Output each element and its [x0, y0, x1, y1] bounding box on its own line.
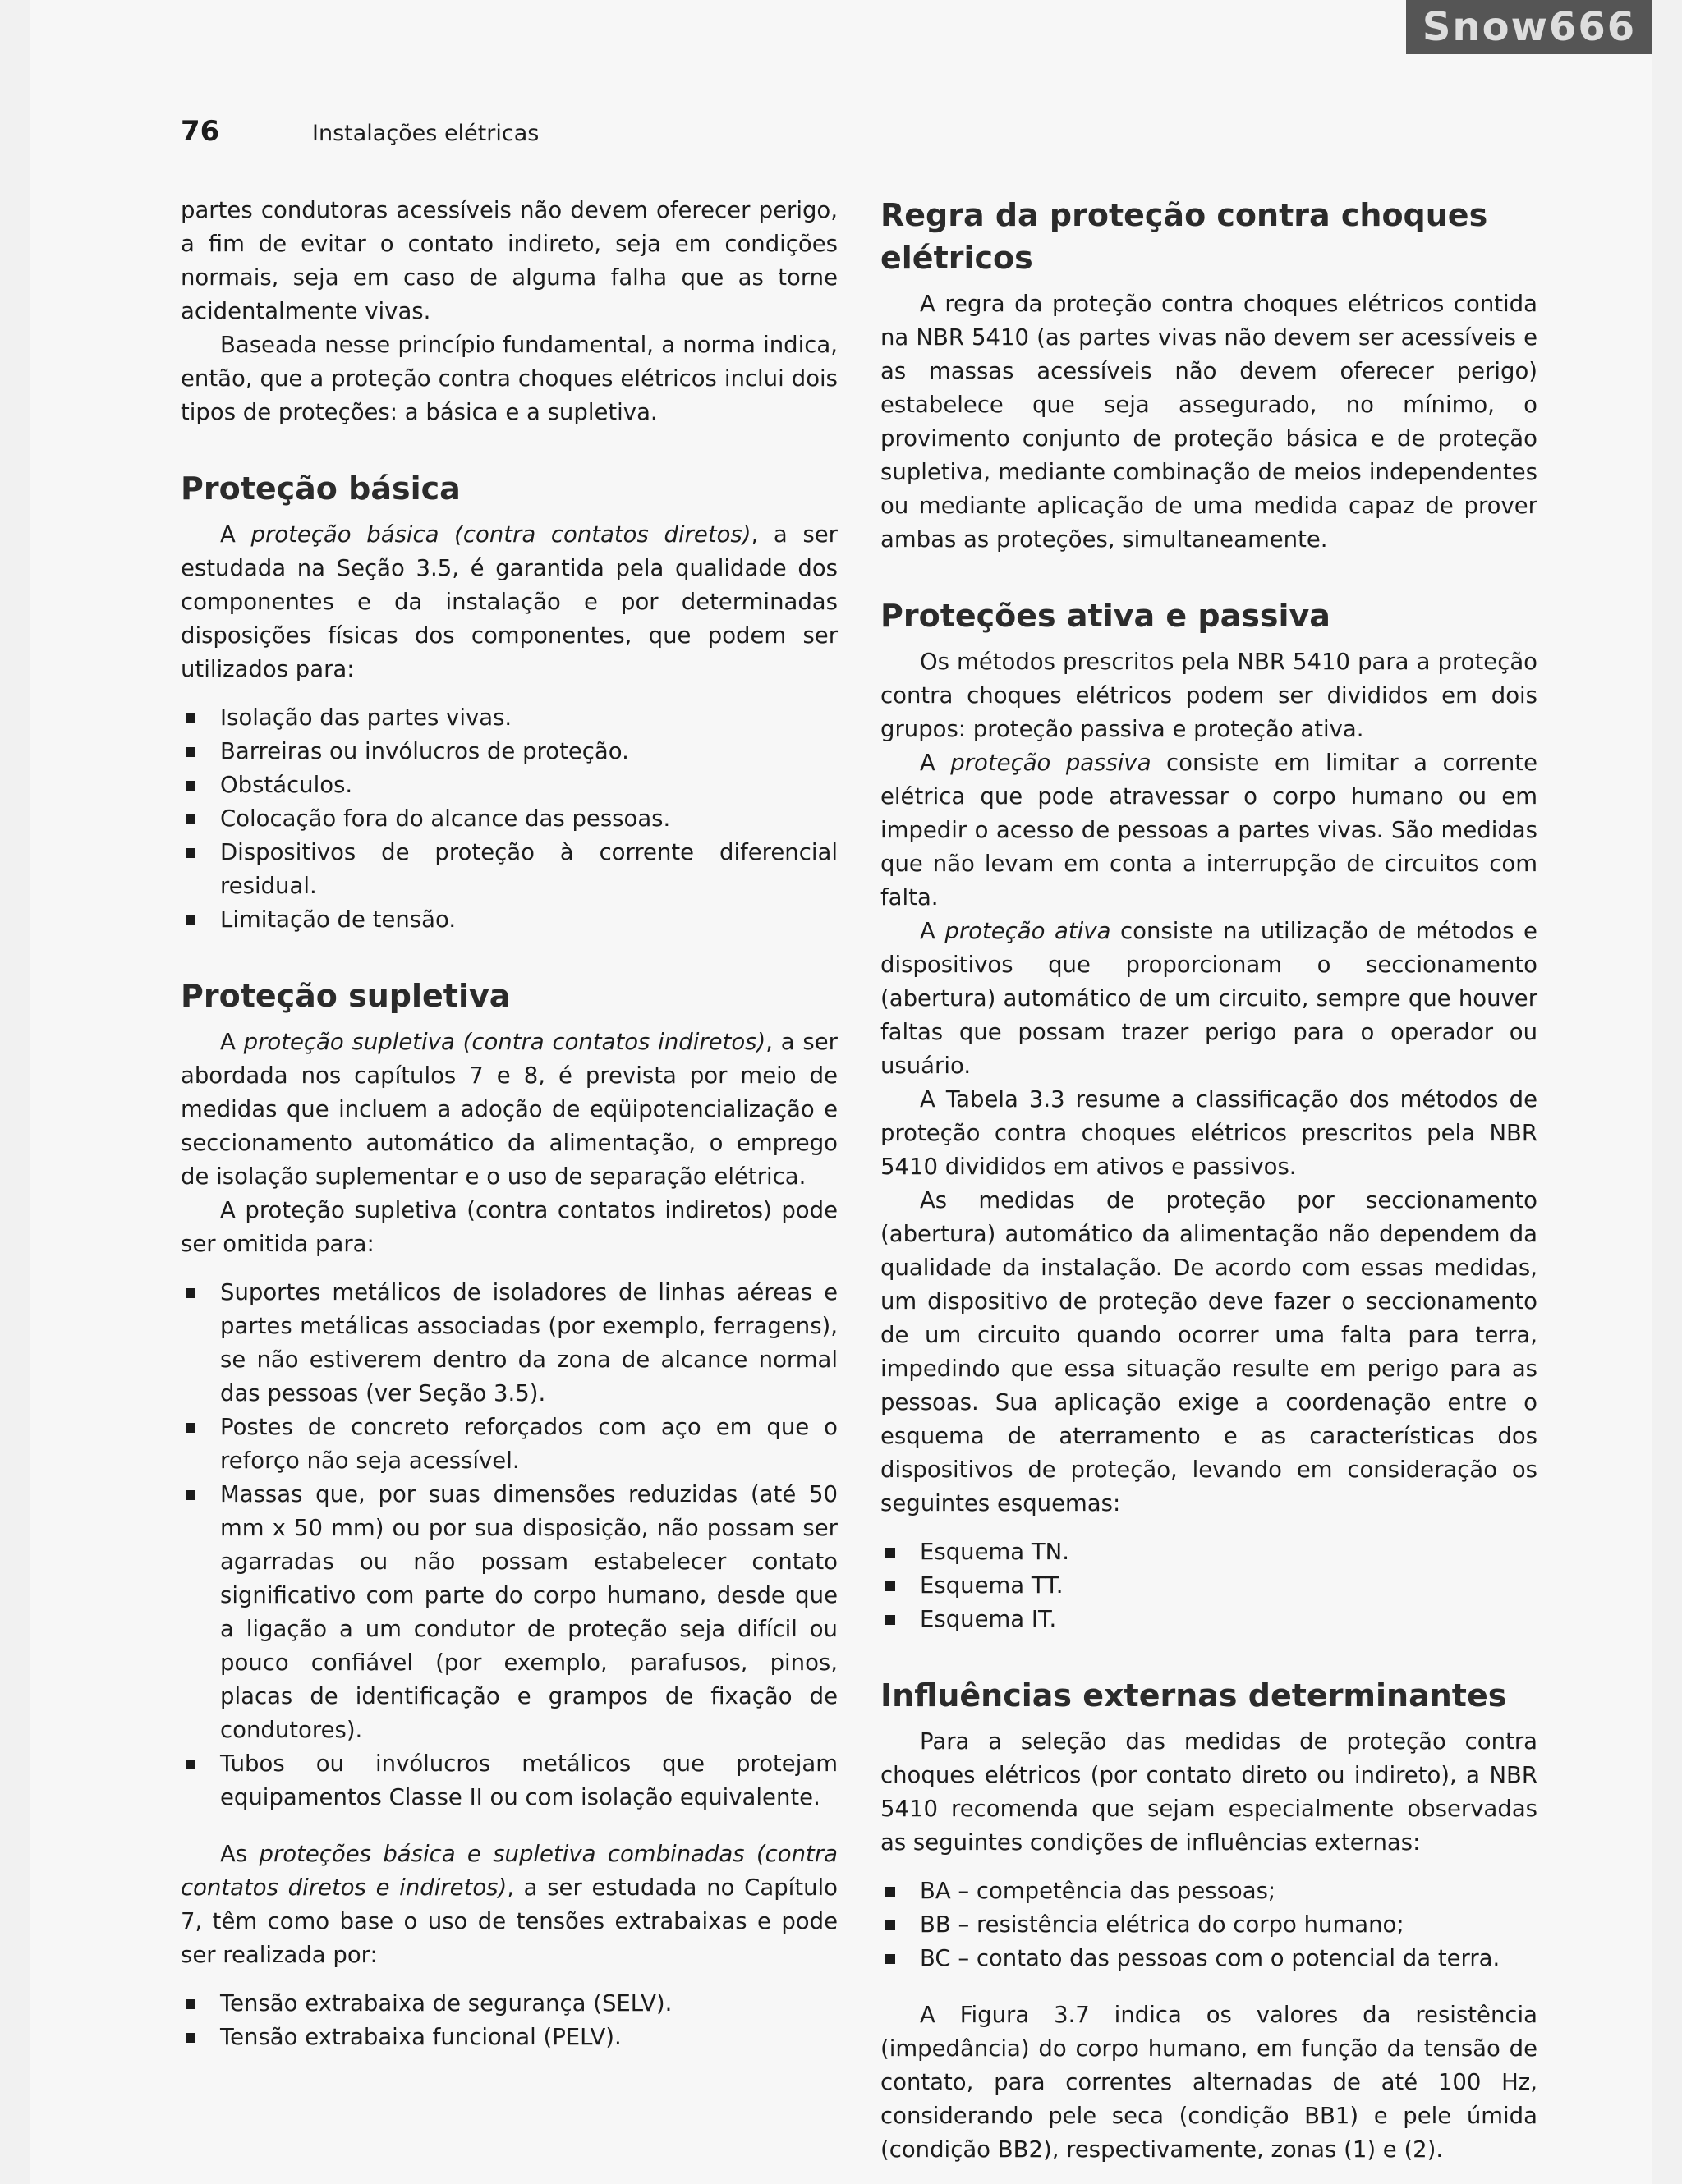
list-item: BA – competência das pessoas; [880, 1874, 1537, 1908]
running-title: Instalações elétricas [312, 121, 540, 146]
section-heading-protecoes-ativa-passiva: Proteções ativa e passiva [880, 598, 1330, 634]
ativa-passiva-paragraph: A proteção ativa consiste na utilização de métodos e dispositivos que proporcionam o seccionamento (abertura) automático de um circuito, sempre que houver faltas que possam trazer perigo para o operador ou usuário. [880, 918, 1537, 1079]
ativa-passiva-paragraph: A proteção passiva consiste em limitar a corrente elétrica que pode atravessar o corpo humano ou em impedir o acesso de pessoas a partes vivas. São medidas que não levam em conta a interrupção de circuitos com falta. [880, 750, 1537, 911]
protecoes-combinadas-paragraph: As proteções básica e supletiva combinadas (contra contatos diretos e indiretos), a ser estudada no Capítulo 7, têm como base o uso de tensões extrabaixas e pode ser realizada por: [181, 1841, 838, 1968]
protecao-basica-list [181, 701, 838, 937]
list-item: Barreiras ou invólucros de proteção. [181, 735, 838, 769]
list-item: Tubos ou invólucros metálicos que protejam equipamentos Classe II ou com isolação equivalente. [181, 1747, 838, 1815]
protecao-supletiva-paragraph: A proteção supletiva (contra contatos indiretos), a ser abordada nos capítulos 7 e 8, é prevista por meio de medidas que incluem a adoção de eqüipotencialização e seccionamento automático da alimentação, o emprego de isolação suplementar e o uso de separação elétrica. [181, 1029, 838, 1190]
list-item: Tensão extrabaixa funcional (PELV). [181, 2021, 838, 2054]
esquemas-list [880, 1535, 1537, 1636]
list-item: Isolação das partes vivas. [181, 701, 838, 735]
list-item: Esquema TT. [880, 1569, 1537, 1603]
section-heading-influencias-externas: Influências externas determinantes [880, 1677, 1507, 1714]
protecao-supletiva-list [181, 1276, 838, 1815]
page-number: 76 [181, 115, 220, 148]
right-column [880, 194, 1537, 2167]
list-item: BC – contato das pessoas com o potencial da terra. [880, 1942, 1537, 1975]
protecao-supletiva-paragraph: A proteção supletiva (contra contatos indiretos) pode ser omitida para: [181, 1197, 838, 1257]
section-heading-regra: Regra da proteção contra choques elétricos [880, 197, 1488, 276]
ativa-passiva-paragraph: As medidas de proteção por seccionamento (abertura) automático da alimentação não dependem da qualidade da instalação. De acordo com essas medidas, um dispositivo de proteção deve fazer o seccionamento de um circuito quando ocorrer uma falta para terra, impedindo que essa situação resulte em perigo para as pessoas. Sua aplicação exige a coordenação entre o esquema de aterramento e as características dos dispositivos de proteção, levando em consideração os seguintes esquemas: [880, 1187, 1537, 1516]
influencias-list [880, 1874, 1537, 1975]
list-item: Postes de concreto reforçados com aço em que o reforço não seja acessível. [181, 1411, 838, 1478]
ativa-passiva-paragraph: Os métodos prescritos pela NBR 5410 para a proteção contra choques elétricos podem ser divididos em dois grupos: proteção passiva e proteção ativa. [880, 649, 1537, 742]
ativa-passiva-paragraph: A Tabela 3.3 resume a classificação dos métodos de proteção contra choques elétricos prescritos pela NBR 5410 divididos em ativos e passivos. [880, 1086, 1537, 1180]
list-item: Tensão extrabaixa de segurança (SELV). [181, 1987, 838, 2021]
section-heading-protecao-basica: Proteção básica [181, 470, 461, 507]
list-item: Esquema TN. [880, 1535, 1537, 1569]
list-item: Suportes metálicos de isoladores de linhas aéreas e partes metálicas associadas (por exemplo, ferragens), se não estiverem dentro da zona de alcance normal das pessoas (ver Seção 3.5). [181, 1276, 838, 1411]
intro-paragraph: partes condutoras acessíveis não devem oferecer perigo, a fim de evitar o contato indireto, seja em condições normais, seja em caso de alguma falha que as torne acidentalmente vivas. [181, 197, 838, 324]
section-heading-protecao-supletiva: Proteção supletiva [181, 978, 511, 1014]
influencias-paragraph: A Figura 3.7 indica os valores da resistência (impedância) do corpo humano, em função da tensão de contato, para correntes alternadas de até 100 Hz, considerando pele seca (condição BB1) e pele úmida (condição BB2), respectivamente, zonas (1) e (2). [880, 2002, 1537, 2163]
list-item: Esquema IT. [880, 1603, 1537, 1636]
list-item: BB – resistência elétrica do corpo humano; [880, 1908, 1537, 1942]
list-item: Limitação de tensão. [181, 903, 838, 937]
watermark-logo: Snow666 [1406, 0, 1652, 54]
page-header [181, 115, 1560, 164]
protecoes-combinadas-list [181, 1987, 838, 2054]
protecao-basica-paragraph: A proteção básica (contra contatos diretos), a ser estudada na Seção 3.5, é garantida pela qualidade dos componentes e da instalação e por determinadas disposições físicas dos componentes, que podem ser utilizados para: [181, 521, 838, 682]
list-item: Massas que, por suas dimensões reduzidas (até 50 mm x 50 mm) ou por sua disposição, não possam ser agarradas ou não possam estabelecer contato significativo com parte do corpo humano, desde que a ligação a um condutor de proteção seja difícil ou pouco confiável (por exemplo, parafusos, pinos, placas de identificação e grampos de fixação de condutores). [181, 1478, 838, 1747]
intro-paragraph: Baseada nesse princípio fundamental, a norma indica, então, que a proteção contra choques elétricos inclui dois tipos de proteções: a básica e a supletiva. [181, 332, 838, 425]
book-page [30, 0, 1652, 2184]
list-item: Obstáculos. [181, 769, 838, 802]
list-item: Dispositivos de proteção à corrente diferencial residual. [181, 836, 838, 903]
influencias-paragraph: Para a seleção das medidas de proteção contra choques elétricos (por contato direto ou indireto), a NBR 5410 recomenda que sejam especialmente observadas as seguintes condições de influências externas: [880, 1728, 1537, 1856]
left-column [181, 194, 838, 2077]
regra-paragraph: A regra da proteção contra choques elétricos contida na NBR 5410 (as partes vivas não devem ser acessíveis e as massas acessíveis não devem oferecer perigo) estabelece que seja assegurado, no mínimo, o provimento conjunto de proteção básica e de proteção supletiva, mediante combinação de meios independentes ou mediante aplicação de uma medida capaz de prover ambas as proteções, simultaneamente. [880, 291, 1537, 553]
list-item: Colocação fora do alcance das pessoas. [181, 802, 838, 836]
